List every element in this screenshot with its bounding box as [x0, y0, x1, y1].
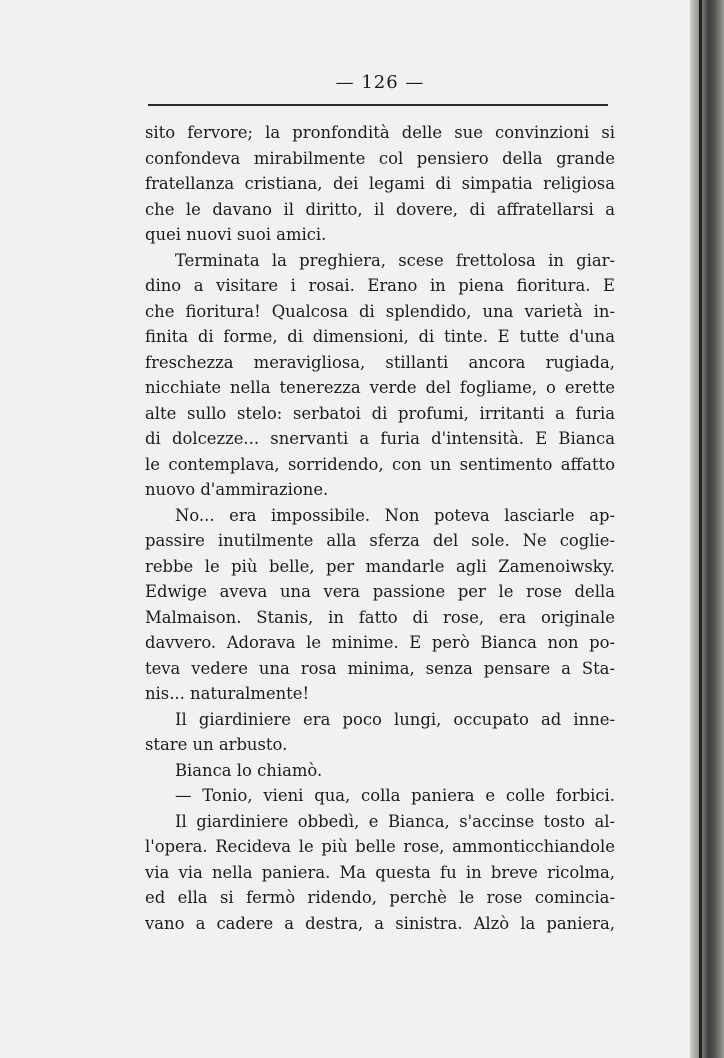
text-line: le contemplava, sorridendo, con un sentimento affatto	[145, 454, 615, 474]
page-number: — 126 —	[335, 72, 425, 93]
text-line: No... era impossibile. Non poteva lasciarle ap-	[175, 505, 615, 525]
text-line: rebbe le più belle, per mandarle agli Zamenoiwsky.	[145, 556, 615, 576]
text-line: di dolcezze... snervanti a furia d'intensità. E Bianca	[145, 429, 615, 448]
text-line: Il giardiniere obbedì, e Bianca, s'accinse tosto al-	[175, 811, 615, 831]
text-line: freschezza meravigliosa, stillanti ancora rugiada,	[145, 352, 615, 372]
header-rule	[148, 104, 608, 106]
text-line: Terminata la preghiera, scese frettolosa in giar-	[175, 250, 615, 270]
text-line: che fioritura! Qualcosa di splendido, una varietà in-	[145, 301, 615, 321]
text-line: Il giardiniere era poco lungi, occupato ad inne-	[175, 709, 615, 729]
body-text	[145, 120, 615, 936]
text-line: fratellanza cristiana, dei legami di simpatia religiosa	[145, 174, 615, 193]
text-line: sito fervore; la pronfondità delle sue convinzioni si	[145, 123, 615, 142]
text-line: alte sullo stelo: serbatoi di profumi, irritanti a furia	[145, 403, 615, 423]
text-line: Edwige aveva una vera passione per le rose della	[145, 582, 615, 601]
text-line: nis... naturalmente!	[145, 684, 310, 703]
text-line: quei nuovi suoi amici.	[145, 225, 327, 244]
text-line: vano a cadere a destra, a sinistra. Alzò la paniera,	[145, 913, 615, 933]
text-line: davvero. Adorava le minime. E però Bianca non po-	[145, 633, 615, 652]
text-line: nicchiate nella tenerezza verde del fogliame, o erette	[145, 378, 615, 397]
text-line: Bianca lo chiamò.	[175, 760, 323, 780]
book-spine-line	[699, 0, 702, 1058]
text-line: teva vedere una rosa minima, senza pensare a Sta-	[145, 658, 615, 678]
text-line: — Tonio, vieni qua, colla paniera e colle forbici.	[175, 786, 615, 805]
text-line: finita di forme, di dimensioni, di tinte. E tutte d'una	[145, 327, 615, 346]
text-line: Malmaison. Stanis, in fatto di rose, era originale	[145, 607, 615, 627]
text-line: confondeva mirabilmente col pensiero della grande	[145, 148, 615, 168]
text-line: nuovo d'ammirazione.	[145, 480, 329, 499]
text-line: che le davano il diritto, il dovere, di affratellarsi a	[145, 199, 615, 219]
text-line: l'opera. Recideva le più belle rose, ammonticchiandole	[145, 837, 615, 856]
text-line: stare un arbusto.	[145, 735, 288, 754]
text-line: passire inutilmente alla sferza del sole. Ne coglie-	[145, 531, 615, 550]
book-spine-edge	[690, 0, 724, 1058]
text-line: via via nella paniera. Ma questa fu in breve ricolma,	[145, 862, 615, 882]
text-line: dino a visitare i rosai. Erano in piena fioritura. E	[145, 276, 615, 295]
text-line: ed ella si fermò ridendo, perchè le rose comincia-	[145, 888, 615, 907]
